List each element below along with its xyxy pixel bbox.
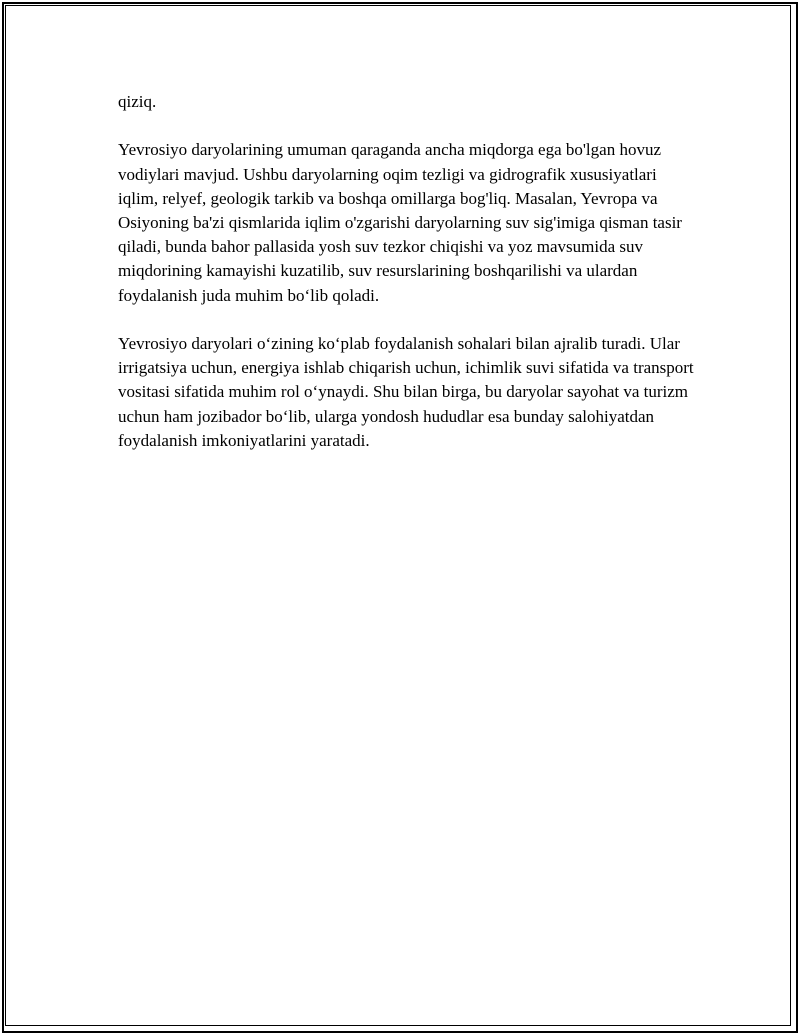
paragraph-river-uses: Yevrosiyo daryolari o‘zining ko‘plab foydalanish sohalari bilan ajralib turadi. Ular irrigatsiya uchun, energiya ishlab chiqarish uchun, ichimlik suvi sifatida va transport vositasi sifatida muhim rol o‘ynaydi. Shu bilan birga, bu daryolar sayohat va turizm uchun ham jozibador bo‘lib, ularga yondosh hududlar esa bunday salohiyatdan foydalanish imkoniyatlarini yaratadi. [118, 334, 694, 450]
paragraph-river-basins: Yevrosiyo daryolarining umuman qaraganda ancha miqdorga ega bo'lgan hovuz vodiylari mavjud. Ushbu daryolarning oqim tezligi va gidrografik xususiyatlari iqlim, relyef, geologik tarkib va boshqa omillarga bog'liq. Masalan, Yevropa va Osiyoning ba'zi qismlarida iqlim o'zgarishi daryolarning suv sig'imiga qisman tasir qiladi, bunda bahor pallasida yosh suv tezkor chiqishi va yoz mavsumida suv miqdorining kamayishi kuzatilib, suv resurslarining boshqarilishi va ulardan foydalanish juda muhim bo‘lib qoladi. [118, 140, 682, 305]
paragraph-continuation: qiziq. [118, 92, 157, 111]
document-body [118, 90, 698, 477]
